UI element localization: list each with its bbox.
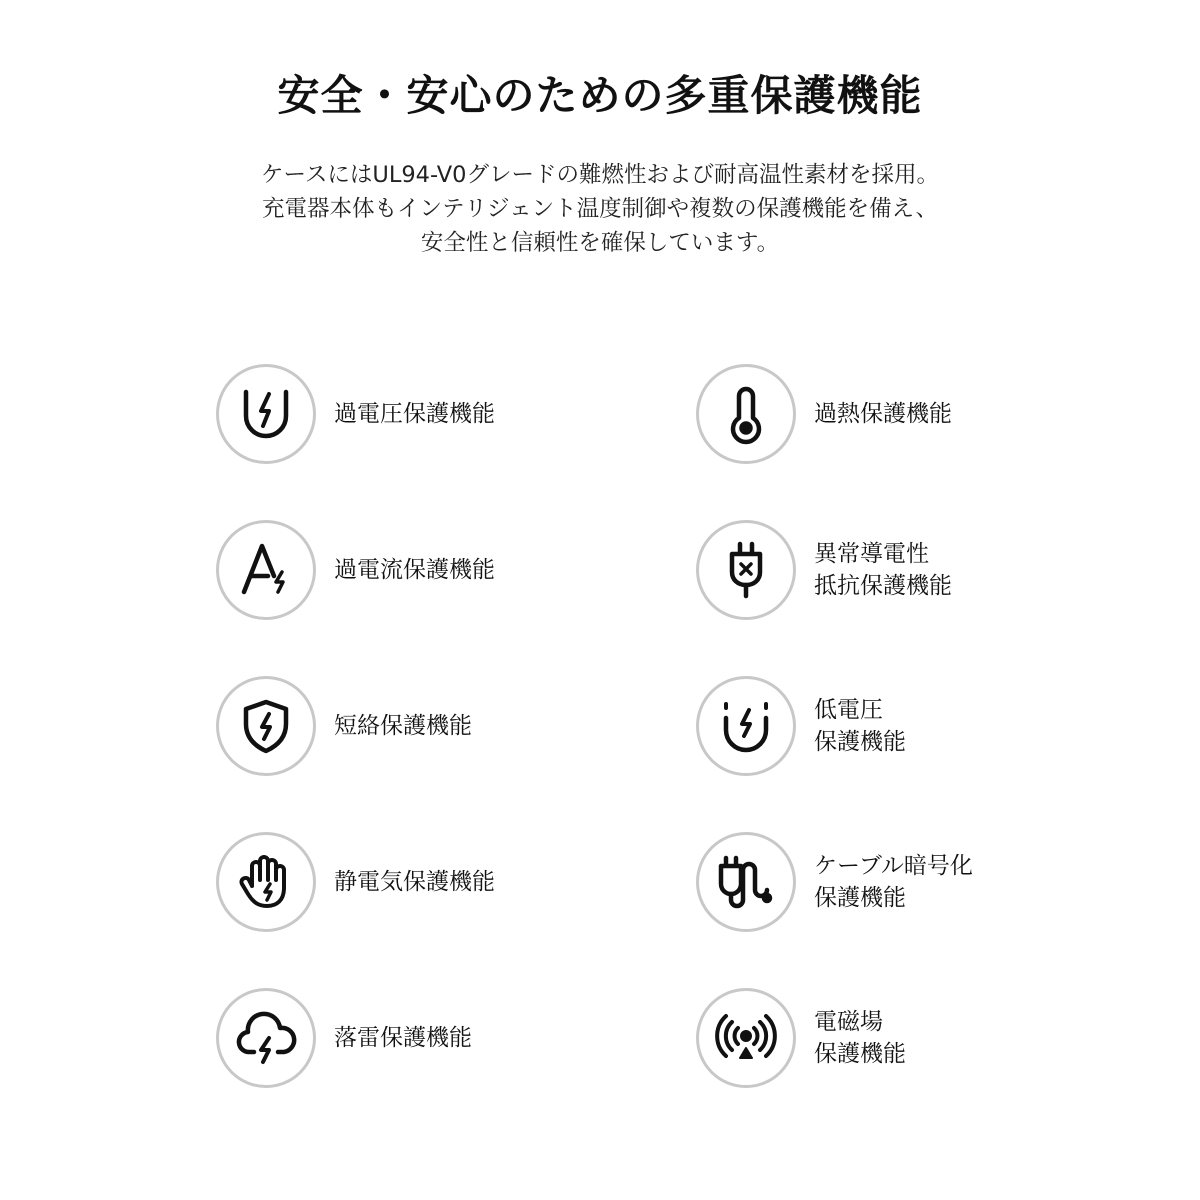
icon-circle [216, 832, 316, 932]
feature-overcurrent [216, 520, 616, 620]
icon-circle [216, 676, 316, 776]
feature-abnormal-resistance [696, 520, 1096, 620]
feature-lightning [216, 988, 616, 1088]
feature-label-line: 過電圧保護機能 [334, 401, 495, 427]
feature-label-line: 静電気保護機能 [334, 869, 495, 895]
overcurrent-icon [234, 538, 298, 602]
feature-overvoltage [216, 364, 616, 464]
feature-label-line: ケーブル暗号化 [814, 853, 973, 879]
thermometer-icon [714, 382, 778, 446]
feature-label-line: 過熱保護機能 [814, 401, 952, 427]
description-line-1: ケースにはUL94-V0グレードの難燃性および耐高温性素材を採用。 [260, 162, 940, 188]
feature-low-voltage [696, 676, 1096, 776]
feature-label-line: 保護機能 [814, 1041, 906, 1067]
feature-cable-encryption [696, 832, 1096, 932]
feature-label-line: 低電圧 [814, 697, 883, 723]
feature-label-line: 短絡保護機能 [334, 713, 472, 739]
feature-label-line: 抵抗保護機能 [814, 573, 952, 599]
radio-waves-icon [714, 1006, 778, 1070]
feature-label-line: 過電流保護機能 [334, 557, 495, 583]
feature-label-line: 落雷保護機能 [334, 1025, 472, 1051]
icon-circle [696, 832, 796, 932]
feature-label-line: 保護機能 [814, 729, 906, 755]
feature-label [334, 520, 495, 620]
description-line-2: 充電器本体もインテリジェント温度制御や複数の保護機能を備え、 [262, 196, 938, 222]
feature-label [334, 676, 472, 776]
feature-label-line: 異常導電性 [814, 541, 929, 567]
page-title: 安全・安心のための多重保護機能 [277, 71, 923, 120]
shield-bolt-icon [234, 694, 298, 758]
feature-label [814, 676, 906, 776]
icon-circle [216, 520, 316, 620]
feature-short-circuit [216, 676, 616, 776]
feature-label [814, 520, 952, 620]
icon-circle [696, 988, 796, 1088]
feature-electromagnetic [696, 988, 1096, 1088]
description-line-3: 安全性と信頼性を確保しています。 [420, 230, 780, 256]
plug-x-icon [714, 538, 778, 602]
feature-label [814, 364, 952, 464]
feature-label [814, 832, 973, 932]
feature-label-line: 電磁場 [814, 1009, 883, 1035]
cloud-bolt-icon [234, 1006, 298, 1070]
feature-static [216, 832, 616, 932]
magnet-bolt-icon [714, 694, 778, 758]
cable-plug-icon [714, 850, 778, 914]
icon-circle [216, 988, 316, 1088]
icon-circle [696, 520, 796, 620]
feature-label [814, 988, 906, 1088]
overvoltage-icon [234, 382, 298, 446]
hand-bolt-icon [234, 850, 298, 914]
icon-circle [216, 364, 316, 464]
feature-label-line: 保護機能 [814, 885, 906, 911]
feature-label [334, 364, 495, 464]
feature-label [334, 832, 495, 932]
feature-label [334, 988, 472, 1088]
icon-circle [696, 676, 796, 776]
description [0, 158, 1200, 260]
icon-circle [696, 364, 796, 464]
feature-overheat [696, 364, 1096, 464]
